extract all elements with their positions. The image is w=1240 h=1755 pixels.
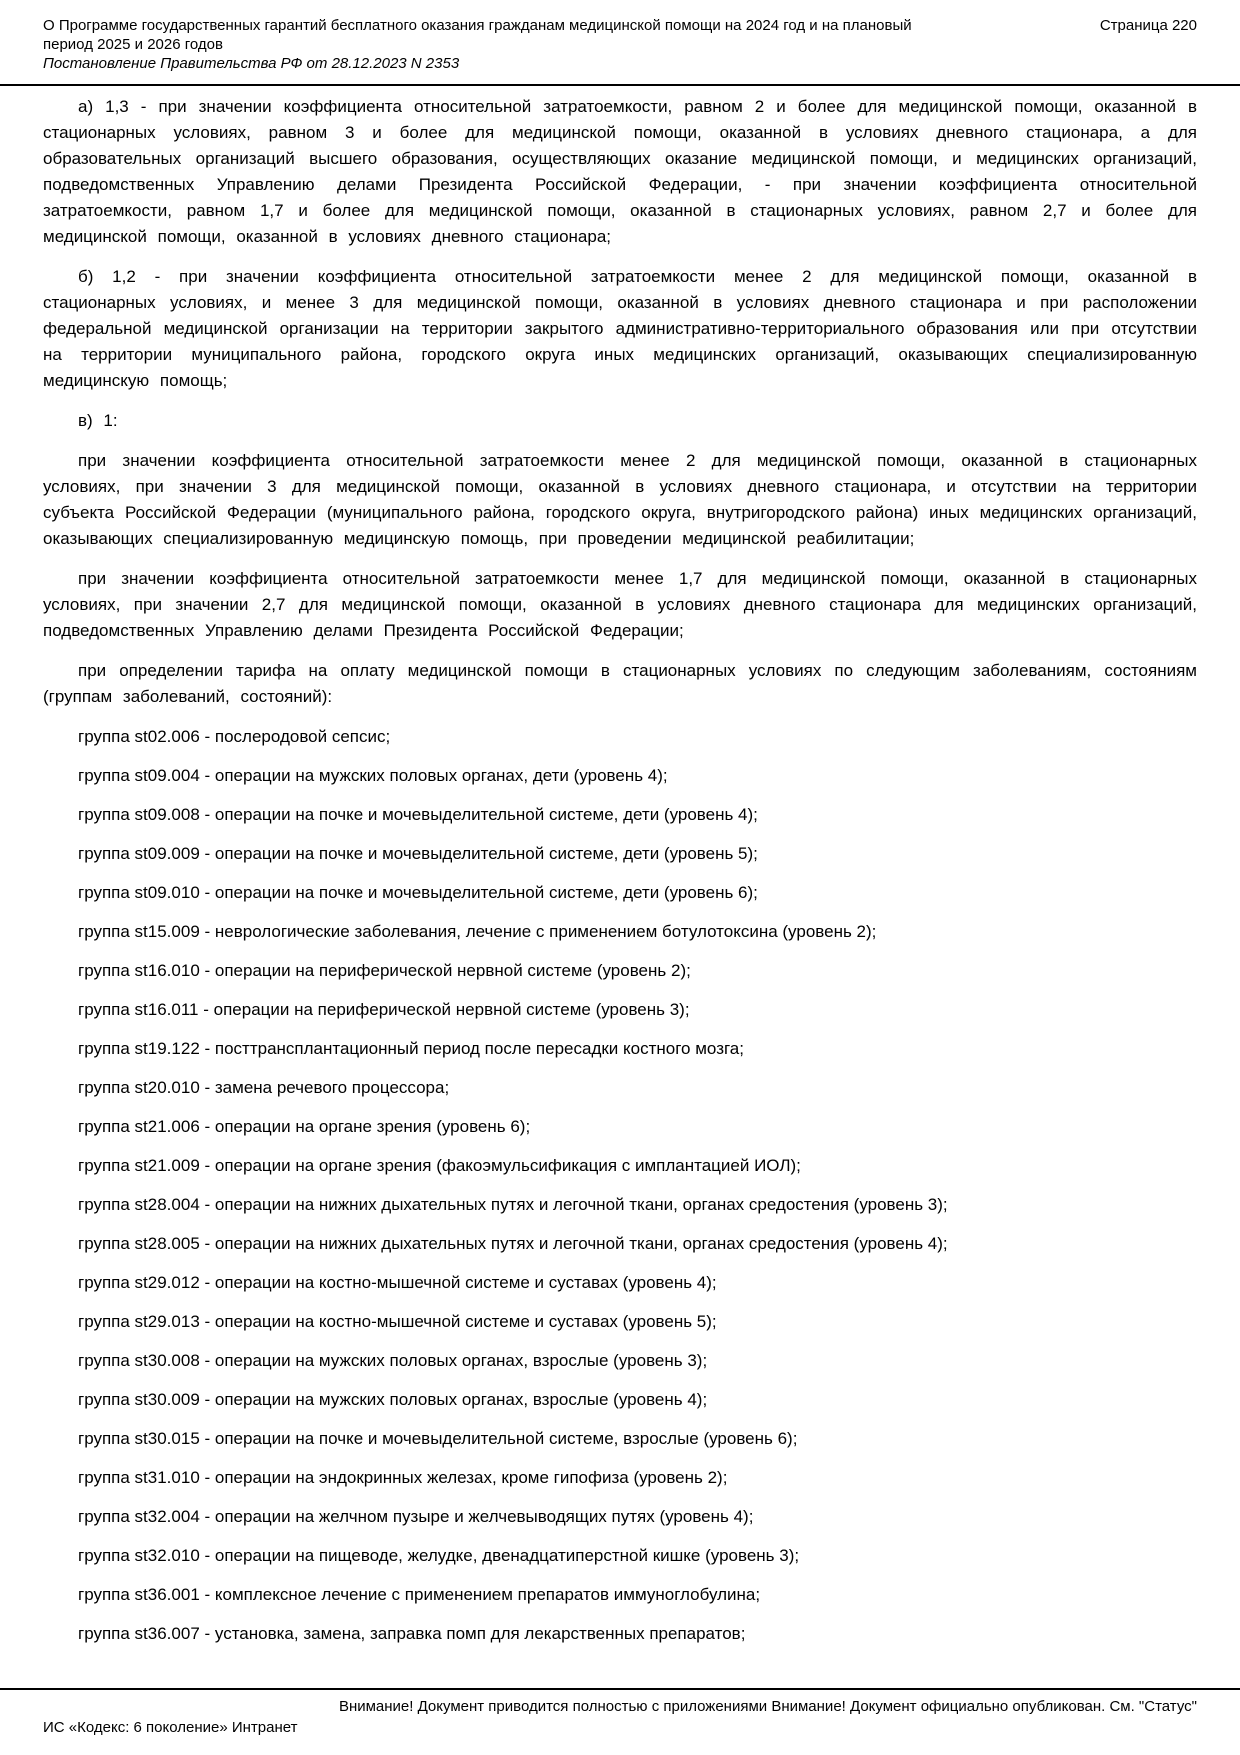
paragraph-a: а) 1,3 - при значении коэффициента относительной затратоемкости, равном 2 и более для медицинской помощи, оказанной в стационарных условиях, равном 3 и более для медицинской помощи, оказанной в условиях дневного стационара, а для образовательных организаций высшего образования, осуществляющих оказание медицинской помощи, и медицинских организаций, подведомственных Управлению делами Президента Российской Федерации, - при значении коэффициента относительной затратоемкости, равном 1,7 и более для медицинской помощи, оказанной в стационарных условиях, равном 2,7 и более для медицинской помощи, оказанной в условиях дневного стационара; — [43, 97, 1197, 246]
paragraph-b: б) 1,2 - при значении коэффициента относительной затратоемкости менее 2 для медицинской помощи, оказанной в стационарных условиях, и менее 3 для медицинской помощи, оказанной в условиях дневного стационара и при расположении федеральной медицинской организации на территории закрытого административно-территориального образования или при отсутствии на территории муниципального района, городского округа иных медицинских организаций, оказывающих специализированную медицинскую помощь; — [43, 267, 1197, 390]
group-list-item: группа st28.005 - операции на нижних дыхательных путях и легочной ткани, органах средостения (уровень 4); — [78, 1234, 948, 1253]
group-list-item: группа st32.010 - операции на пищеводе, желудке, двенадцатиперстной кишке (уровень 3); — [78, 1546, 800, 1565]
group-list-item: группа st20.010 - замена речевого процессора; — [78, 1078, 450, 1097]
group-list-item: группа st31.010 - операции на эндокринных железах, кроме гипофиза (уровень 2); — [78, 1468, 728, 1487]
paragraph-tariff-intro: при определении тарифа на оплату медицинской помощи в стационарных условиях по следующим заболеваниям, состояниям (группам заболеваний, состояний): — [43, 661, 1197, 706]
group-list-item: группа st09.008 - операции на почке и мочевыделительной системе, дети (уровень 4); — [78, 805, 758, 824]
group-list-item: группа st36.007 - установка, замена, заправка помп для лекарственных препаратов; — [78, 1624, 746, 1643]
group-list-item: группа st09.009 - операции на почке и мочевыделительной системе, дети (уровень 5); — [78, 844, 758, 863]
group-list-item: группа st16.010 - операции на периферической нервной системе (уровень 2); — [78, 961, 691, 980]
group-list-item: группа st36.001 - комплексное лечение с применением препаратов иммуноглобулина; — [78, 1585, 761, 1604]
footer-notice: Внимание! Документ приводится полностью с приложениями Внимание! Документ официально опубликован. См. "Статус" — [338, 1698, 1197, 1715]
paragraph-v: в) 1: — [78, 411, 118, 430]
page-number: Страница 220 — [1099, 17, 1197, 34]
document-footer — [0, 1688, 1240, 1738]
paragraph-coefficient-1: при значении коэффициента относительной затратоемкости менее 2 для медицинской помощи, оказанной в стационарных условиях, при значении 3 для медицинской помощи, оказанной в условиях дневного стационара, и отсутствии на территории субъекта Российской Федерации (муниципального района, городского округа, внутригородского района) иных медицинских организаций, оказывающих специализированную медицинскую помощь, при проведении медицинской реабилитации; — [43, 451, 1197, 548]
header-title-row — [43, 16, 1197, 54]
group-list-item: группа st28.004 - операции на нижних дыхательных путях и легочной ткани, органах средостения (уровень 3); — [78, 1195, 948, 1214]
document-header — [0, 0, 1240, 86]
group-list-item: группа st30.015 - операции на почке и мочевыделительной системе, взрослые (уровень 6); — [78, 1429, 798, 1448]
footer-source: ИС «Кодекс: 6 поколение» Интранет — [43, 1719, 298, 1736]
group-list-item: группа st30.009 - операции на мужских половых органах, взрослые (уровень 4); — [78, 1390, 708, 1409]
group-list-item: группа st29.012 - операции на костно-мышечной системе и суставах (уровень 4); — [78, 1273, 717, 1292]
group-list-item: группа st09.004 - операции на мужских половых органах, дети (уровень 4); — [78, 766, 668, 785]
group-list-item: группа st21.006 - операции на органе зрения (уровень 6); — [78, 1117, 531, 1136]
group-list — [43, 724, 1197, 1647]
group-list-item: группа st16.011 - операции на периферической нервной системе (уровень 3); — [78, 1000, 690, 1019]
document-title: О Программе государственных гарантий бесплатного оказания гражданам медицинской помощи на 2024 год и на плановый период 2025 и 2026 годов — [43, 17, 912, 53]
group-list-item: группа st09.010 - операции на почке и мочевыделительной системе, дети (уровень 6); — [78, 883, 758, 902]
group-list-item: группа st19.122 - посттрансплантационный период после пересадки костного мозга; — [78, 1039, 744, 1058]
group-list-item: группа st21.009 - операции на органе зрения (факоэмульсификация с имплантацией ИОЛ); — [78, 1156, 801, 1175]
group-list-item: группа st29.013 - операции на костно-мышечной системе и суставах (уровень 5); — [78, 1312, 717, 1331]
group-list-item: группа st02.006 - послеродовой сепсис; — [78, 727, 391, 746]
group-list-item: группа st15.009 - неврологические заболевания, лечение с применением ботулотоксина (уровень 2); — [78, 922, 877, 941]
group-list-item: группа st32.004 - операции на желчном пузыре и желчевыводящих путях (уровень 4); — [78, 1507, 754, 1526]
paragraph-coefficient-2: при значении коэффициента относительной затратоемкости менее 1,7 для медицинской помощи, оказанной в стационарных условиях, при значении 2,7 для медицинской помощи, оказанной в условиях дневного стационара для медицинских организаций, подведомственных Управлению делами Президента Российской Федерации; — [43, 569, 1197, 640]
document-subtitle: Постановление Правительства РФ от 28.12.2023 N 2353 — [43, 55, 460, 72]
document-body — [0, 86, 1240, 1647]
group-list-item: группа st30.008 - операции на мужских половых органах, взрослые (уровень 3); — [78, 1351, 708, 1370]
